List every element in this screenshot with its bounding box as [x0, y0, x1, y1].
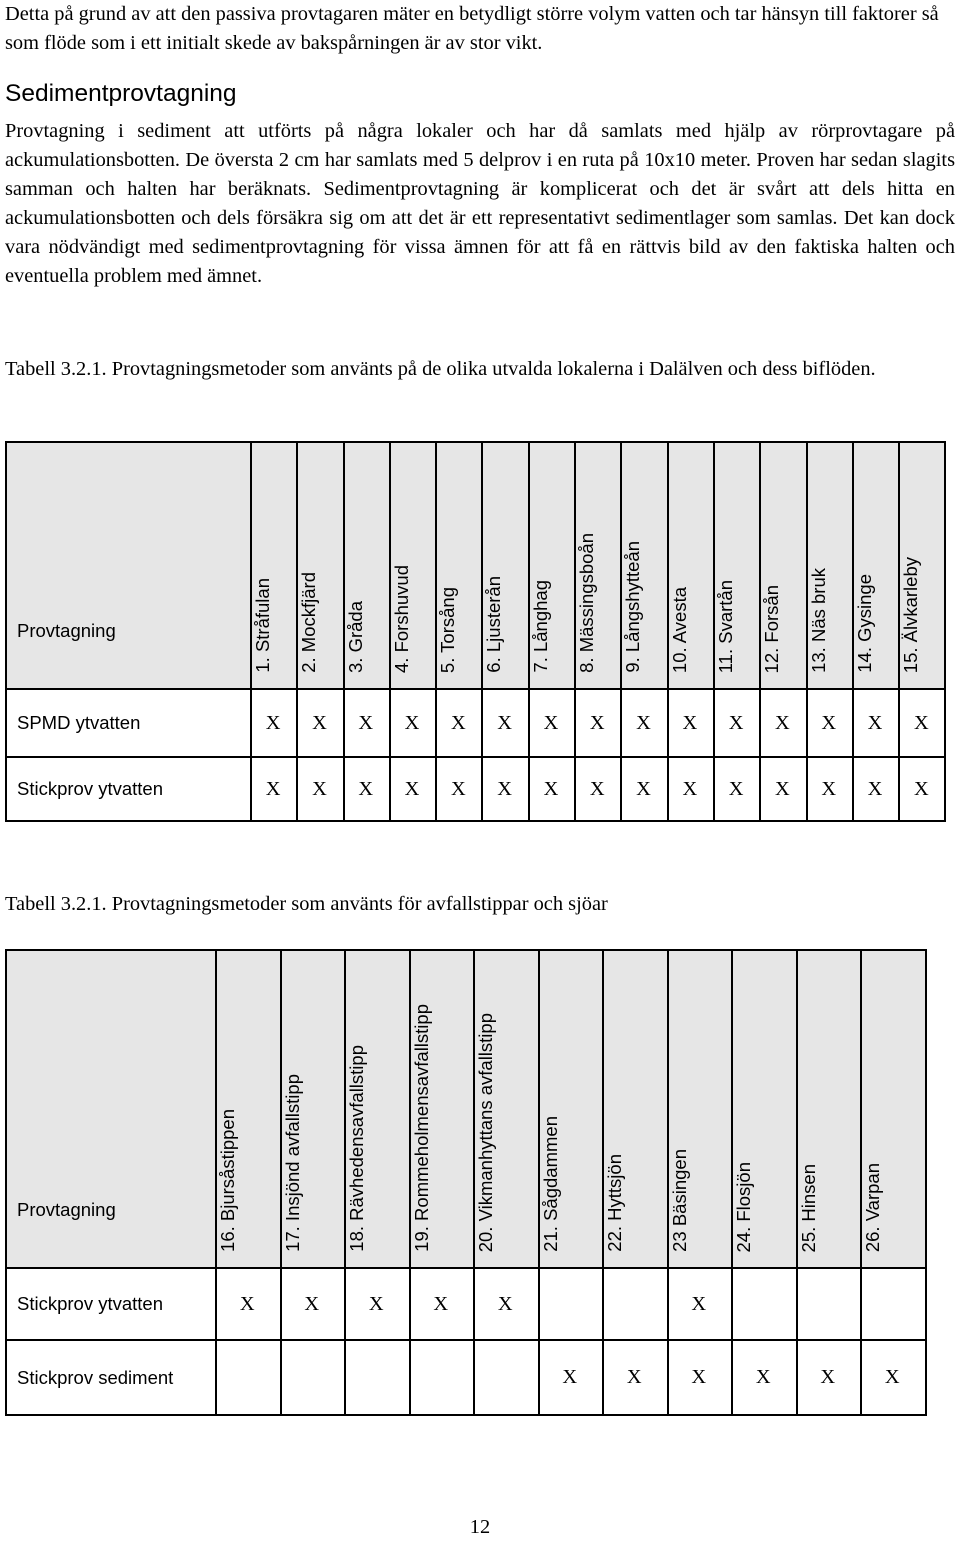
- table-cell: X: [436, 757, 482, 821]
- column-header-label: 25. Hinsen: [797, 1163, 819, 1252]
- table2-corner-label: Provtagning: [6, 950, 216, 1268]
- table1-corner-label: Provtagning: [6, 442, 251, 689]
- table1-caption: Tabell 3.2.1. Provtagningsmetoder som använts på de olika utvalda lokalerna i Dalälven och dess biflöden.: [5, 358, 876, 380]
- table-cell: X: [899, 689, 945, 757]
- table-cell: [861, 1268, 926, 1340]
- table-cell: X: [760, 689, 806, 757]
- row-label: Stickprov sediment: [6, 1340, 216, 1415]
- column-header: [853, 442, 899, 689]
- row-label: Stickprov ytvatten: [6, 1268, 216, 1340]
- table-cell: X: [529, 689, 575, 757]
- table-cell: X: [251, 757, 297, 821]
- column-header: [539, 950, 604, 1268]
- table-cell: X: [714, 689, 760, 757]
- column-header: [390, 442, 436, 689]
- column-header-label: 6. Ljusterån: [483, 576, 505, 673]
- column-header-label: 9. Långshytteån: [622, 541, 644, 673]
- column-header-label: 14. Gysinge: [853, 574, 875, 673]
- table-cell: X: [281, 1268, 346, 1340]
- column-header: [345, 950, 410, 1268]
- table-cell: [410, 1340, 475, 1415]
- table-cell: X: [345, 1268, 410, 1340]
- column-header-label: 15. Älvkarleby: [900, 556, 922, 673]
- table-cell: X: [732, 1340, 797, 1415]
- column-header-label: 11. Svartån: [714, 579, 736, 673]
- table-cell: X: [390, 757, 436, 821]
- column-header-label: 4. Forshuvud: [390, 565, 412, 673]
- column-header-label: 19. Rommeholmensavfallstipp: [410, 1004, 432, 1252]
- column-header-label: 2. Mockfjärd: [298, 572, 320, 673]
- sampling-methods-table-1: [5, 441, 946, 822]
- table-cell: X: [714, 757, 760, 821]
- table-cell: X: [621, 757, 667, 821]
- table-row: [6, 689, 945, 757]
- column-header-label: 16. Bjursåstippen: [217, 1109, 238, 1252]
- table-row: [6, 757, 945, 821]
- column-header-label: 26. Varpan: [862, 1162, 883, 1252]
- table-cell: X: [668, 1340, 733, 1415]
- table-cell: X: [668, 757, 714, 821]
- table-cell: X: [297, 757, 343, 821]
- table-cell: X: [807, 757, 853, 821]
- column-header-label: 24. Flosjön: [733, 1161, 754, 1252]
- column-header: [251, 442, 297, 689]
- column-header-label: 17. Insjönd avfallstipp: [281, 1074, 303, 1252]
- column-header: [474, 950, 539, 1268]
- column-header: [603, 950, 668, 1268]
- table-cell: [216, 1340, 281, 1415]
- table-cell: X: [410, 1268, 475, 1340]
- table-cell: X: [621, 689, 667, 757]
- table-cell: X: [390, 689, 436, 757]
- column-header: [482, 442, 528, 689]
- column-header-label: 7. Långhag: [529, 580, 551, 673]
- column-header: [807, 442, 853, 689]
- column-header-label: 1. Stråfulan: [252, 578, 273, 673]
- column-header: [410, 950, 475, 1268]
- table-cell: X: [529, 757, 575, 821]
- column-header-label: 10. Avesta: [668, 586, 690, 673]
- table-cell: X: [344, 757, 390, 821]
- table-cell: X: [575, 689, 621, 757]
- table-cell: X: [760, 757, 806, 821]
- table2-caption: Tabell 3.2.1. Provtagningsmetoder som använts för avfallstippar och sjöar: [5, 893, 608, 915]
- table-row: [6, 1340, 926, 1415]
- column-header: [668, 950, 733, 1268]
- column-header-label: 3. Gråda: [344, 601, 366, 673]
- table-cell: [732, 1268, 797, 1340]
- column-header-label: 8. Mässingsboån: [576, 533, 598, 673]
- table-cell: X: [474, 1268, 539, 1340]
- table-cell: [603, 1268, 668, 1340]
- column-header-label: 18. Rävhedensavfallstipp: [346, 1045, 367, 1252]
- column-header: [529, 442, 575, 689]
- column-header: [575, 442, 621, 689]
- intro-paragraph: Detta på grund av att den passiva provtagaren mäter en betydligt större volym vatten och tar hänsyn till faktorer så som flöde som i ett initialt skede av bakspårningen är av stor vikt.: [5, 3, 939, 54]
- column-header-label: 5. Torsång: [437, 586, 459, 673]
- table-cell: [797, 1268, 862, 1340]
- column-header: [714, 442, 760, 689]
- table-cell: X: [853, 689, 899, 757]
- table-cell: X: [297, 689, 343, 757]
- column-header: [797, 950, 862, 1268]
- column-header-label: 20. Vikmanhyttans avfallstipp: [475, 1012, 496, 1252]
- table-cell: [474, 1340, 539, 1415]
- table-cell: X: [861, 1340, 926, 1415]
- section-heading: Sedimentprovtagning: [5, 80, 237, 107]
- table-cell: X: [668, 689, 714, 757]
- table-cell: [281, 1340, 346, 1415]
- table-cell: X: [797, 1340, 862, 1415]
- column-header: [344, 442, 390, 689]
- table-cell: X: [344, 689, 390, 757]
- column-header: [297, 442, 343, 689]
- table-cell: X: [853, 757, 899, 821]
- table-cell: X: [899, 757, 945, 821]
- row-label: SPMD ytvatten: [6, 689, 251, 757]
- column-header: [216, 950, 281, 1268]
- table-row: [6, 1268, 926, 1340]
- column-header-label: 23 Bäsingen: [668, 1149, 690, 1252]
- column-header: [732, 950, 797, 1268]
- column-header: [861, 950, 926, 1268]
- column-header-label: 12. Forsån: [761, 584, 783, 673]
- column-header: [760, 442, 806, 689]
- column-header-label: 21. Sågdammen: [539, 1116, 561, 1252]
- column-header: [436, 442, 482, 689]
- column-header: [281, 950, 346, 1268]
- table-cell: X: [436, 689, 482, 757]
- table-cell: [539, 1268, 604, 1340]
- table-cell: X: [603, 1340, 668, 1415]
- column-header-label: 13. Näs bruk: [807, 568, 829, 673]
- table-cell: X: [216, 1268, 281, 1340]
- column-header-label: 22. Hyttsjön: [604, 1154, 625, 1252]
- column-header: [899, 442, 945, 689]
- table-cell: X: [482, 689, 528, 757]
- table-cell: X: [575, 757, 621, 821]
- table-cell: X: [482, 757, 528, 821]
- column-header: [668, 442, 714, 689]
- sampling-methods-table-2: [5, 949, 927, 1416]
- table-cell: X: [668, 1268, 733, 1340]
- page-number: 12: [469, 1516, 491, 1538]
- table-cell: X: [251, 689, 297, 757]
- table-cell: X: [539, 1340, 604, 1415]
- section-body: Provtagning i sediment att utförts på några lokaler och har då samlats med hjälp av rörprovtagare på ackumulationsbotten. De översta 2 cm har samlats med 5 delprov i en ruta på 10x10 meter. Proven har sedan slagits samman och halten har beräknats. Sedimentprovtagning är komplicerat och det är svårt att dels hitta en ackumulationsbotten och dels försäkra sig om att det är ett representativt sedimentlager som samlas. Det kan dock vara nödvändigt med sedimentprovtagning för vissa ämnen för att få en rättvis bild av den faktiska halten och eventuella problem med ämnet.: [5, 120, 955, 287]
- table-cell: X: [807, 689, 853, 757]
- column-header: [621, 442, 667, 689]
- row-label: Stickprov ytvatten: [6, 757, 251, 821]
- table-cell: [345, 1340, 410, 1415]
